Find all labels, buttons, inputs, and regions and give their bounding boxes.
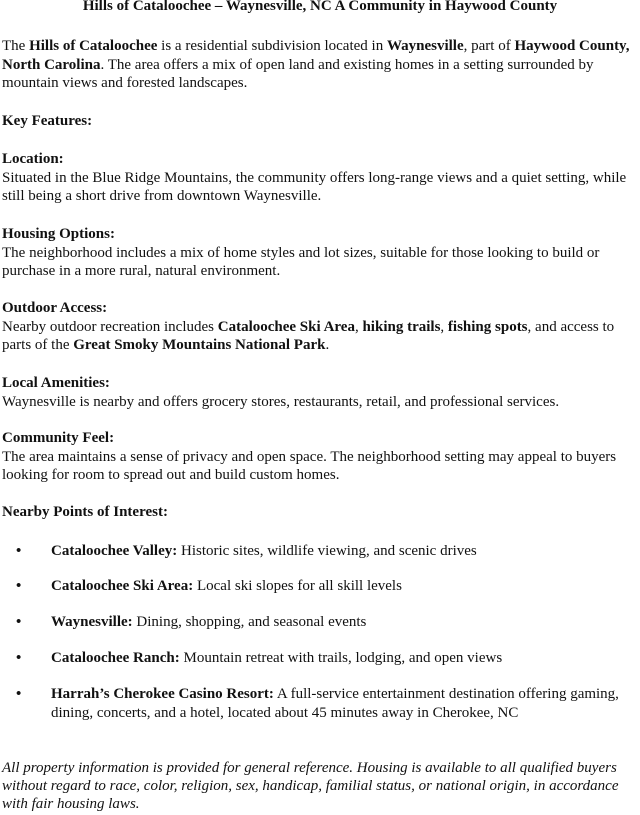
bullet-icon: •	[16, 543, 22, 559]
poi-desc: Local ski slopes for all skill levels	[193, 578, 402, 594]
housing-text: The neighborhood includes a mix of home styles and lot sizes, suitable for those looking to build or purchase in a more rural, natural environment.	[2, 244, 600, 279]
outdoor-text-4: , and access to parts of the	[2, 318, 615, 353]
outdoor-bold-hiking: hiking trails	[362, 318, 441, 335]
bullet-icon: •	[16, 650, 22, 666]
outdoor-text	[2, 318, 638, 355]
section-housing	[2, 225, 638, 281]
outdoor-heading: Outdoor Access:	[2, 300, 108, 316]
outdoor-text-1: Nearby outdoor recreation includes	[2, 318, 218, 335]
bullet-icon: •	[16, 614, 22, 630]
amenities-text: Waynesville is nearby and offers grocery stores, restaurants, retail, and professional services.	[2, 393, 560, 410]
community-heading: Community Feel:	[2, 430, 115, 446]
section-amenities	[2, 374, 638, 411]
section-community	[2, 429, 638, 485]
outdoor-text-2: ,	[354, 318, 363, 335]
section-outdoor	[2, 299, 638, 355]
fair-housing-disclaimer: All property information is provided for general reference. Housing is available to all qualified buyers without regard to race, color, religion, sex, handicap, familial status, or national origin, in accordance with fair housing laws.	[2, 760, 619, 812]
intro-text-1: The	[2, 38, 30, 54]
outdoor-bold-park: Great Smoky Mountains National Park	[73, 337, 326, 353]
poi-desc: Historic sites, wildlife viewing, and scenic drives	[177, 543, 477, 559]
intro-bold-county: Haywood County, North Carolina	[2, 38, 630, 73]
key-features-heading: Key Features:	[2, 113, 93, 129]
poi-name: Harrah’s Cherokee Casino Resort:	[51, 686, 274, 702]
intro-text-3: , part of	[463, 38, 515, 54]
outdoor-bold-ski: Cataloochee Ski Area	[217, 318, 355, 335]
bullet-icon: •	[16, 578, 22, 594]
poi-name: Waynesville:	[51, 614, 133, 630]
poi-name: Cataloochee Valley:	[51, 543, 178, 559]
housing-heading: Housing Options:	[2, 226, 115, 242]
community-text: The area maintains a sense of privacy and open space. The neighborhood setting may appeal to buyers looking for room to spread out and build custom homes.	[2, 448, 617, 483]
bullet-icon: •	[16, 686, 22, 702]
intro-paragraph	[2, 37, 638, 93]
section-location	[2, 150, 638, 206]
amenities-heading: Local Amenities:	[2, 375, 110, 391]
intro-text-2: is a residential subdivision located in	[157, 38, 387, 54]
location-text: Situated in the Blue Ridge Mountains, the community offers long-range views and a quiet setting, while still being a short drive from downtown Waynesville.	[2, 169, 627, 204]
outdoor-bold-fishing: fishing spots	[447, 318, 528, 335]
intro-bold-subdivision: Hills of Cataloochee	[29, 38, 158, 54]
poi-desc: A full-service entertainment destination offering gaming, dining, concerts, and a hotel, located about 45 minutes away in Cherokee, NC	[51, 686, 619, 721]
document-title: Hills of Cataloochee – Waynesville, NC A Community in Haywood County	[82, 0, 558, 14]
poi-name: Cataloochee Ski Area:	[51, 578, 194, 594]
intro-text-4: . The area offers a mix of open land and existing homes in a setting surrounded by mountain views and forested landscapes.	[2, 56, 594, 91]
poi-desc: Mountain retreat with trails, lodging, and open views	[179, 650, 503, 666]
poi-name: Cataloochee Ranch:	[51, 650, 180, 666]
intro-bold-city: Waynesville	[386, 38, 464, 54]
location-heading: Location:	[2, 151, 64, 167]
poi-desc: Dining, shopping, and seasonal events	[132, 614, 367, 630]
outdoor-text-5: .	[325, 337, 330, 353]
poi-heading: Nearby Points of Interest:	[2, 504, 168, 520]
outdoor-text-3: ,	[440, 318, 448, 335]
